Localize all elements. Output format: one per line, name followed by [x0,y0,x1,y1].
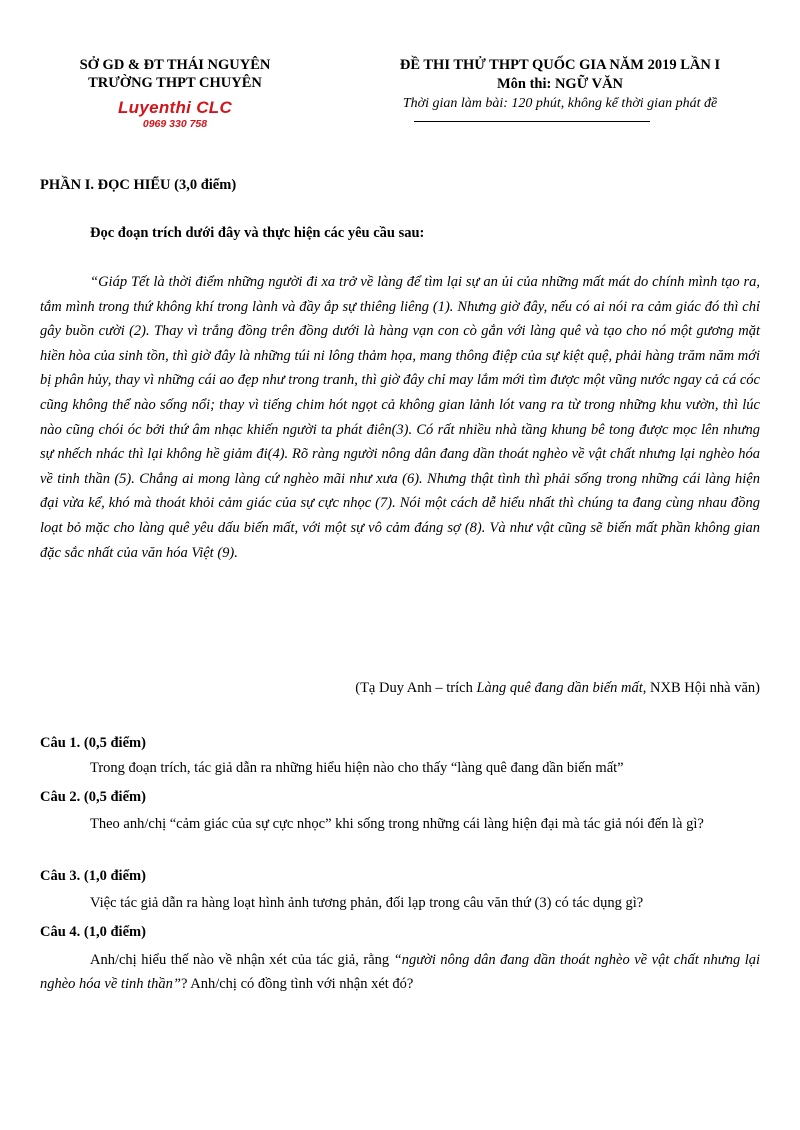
exam-time-note: Thời gian làm bài: 120 phút, không kể thời gian phát đề [402,96,718,111]
school-name: TRƯỜNG THPT CHUYÊN [88,75,262,91]
exam-subject: Môn thi: NGỮ VĂN [496,76,624,92]
watermark-logo-phone: 0969 330 758 [142,118,208,130]
question-2-title: Câu 2. (0,5 điểm) [40,789,146,805]
watermark-logo-text: Luyenthi CLC [117,98,233,117]
source-suffix: , NXB Hội nhà văn) [642,680,760,696]
part-title: PHẦN I. ĐỌC HIỂU (3,0 điểm) [40,177,237,193]
passage-source [40,680,760,697]
exam-header [350,56,770,113]
header-divider [414,121,650,122]
department-name: SỞ GD & ĐT THÁI NGUYÊN [79,57,271,73]
source-prefix: (Tạ Duy Anh – trích [355,680,477,696]
reading-passage: “Giáp Tết là thời điểm những người đi xa trở về làng để tìm lại sự an ủi của những mất mát do chính mình tạo ra, tắm mình trong thứ không khí trong lành và đầy ắp sự thiêng liêng (1). Nhưng giờ đây, nếu có ai nói ra cảm giác đó thì chỉ gây buồn cười (2). Thay vì trắng đồng trên đồng dưới là hàng vạn con cò gắn với làng quê và tạo cho nó một gương mặt hiền hòa của sinh tồn, thì giờ đây là những túi ni lông thảm họa, mang thông điệp của sự kiệt quệ, phải hàng trăm năm mới bị phân hủy, thay vì những cái ao đẹp như trong tranh, thì giờ đây chỉ may lắm mới tìm được một vũng nước ngay cả cá cóc cũng không thể nào sống nổi; thay vì tiếng chim hót ngọt cả không gian lảnh lót vang ra từ trong những khu vườn, thì lúc nào cũng chói óc bởi thứ âm nhạc khiến người ta phát điên(3). Có rất nhiều nhà tầng khung bê tong được mọc lên nhưng sự nhếch nhác thì lại không hề giảm đi(4). Rõ ràng người nông dân đang dần thoát nghèo về vật chất nhưng lại nghèo hóa về tinh thần (5). Chẳng ai mong làng cứ nghèo mãi như xưa (6). Nhưng thật tình thì phải sống trong những cái làng hiện đại vừa kể, khó mà thoát khỏi cảm giác của sự cực nhọc (7). Nói một cách dễ hiểu nhất thì chúng ta đang cùng nhau đồng loạt bỏ mặc cho làng quê yêu dấu biến mất, với một sự vô cảm đáng sợ (8). Và như vật cũng sẽ biến mất phần không gian đặc sắc nhất của văn hóa Việt (9). [40,274,760,561]
question-4-text-after: ? Anh/chị có đồng tình với nhận xét đó? [180,976,414,992]
school-header [40,56,310,130]
part-instruction: Đọc đoạn trích dưới đây và thực hiện các yêu cầu sau: [90,225,425,241]
question-4-text [40,948,760,996]
question-4-quote: “người nông dân đang dần thoát nghèo về vật chất nhưng lại nghèo hóa về tinh thần” [40,952,761,992]
question-4-title: Câu 4. (1,0 điểm) [40,924,146,940]
question-3-title: Câu 3. (1,0 điểm) [40,868,146,884]
exam-title: ĐỀ THI THỬ THPT QUỐC GIA NĂM 2019 LẦN I [399,57,721,73]
question-1-text: Trong đoạn trích, tác giả dẫn ra những hiểu hiện nào cho thấy “làng quê đang dần biến mất” [90,760,624,776]
source-title: Làng quê đang dần biến mất [476,680,643,696]
question-3-text: Việc tác giả dẫn ra hàng loạt hình ảnh tương phản, đối lạp trong câu văn thứ (3) có tác dụng gì? [90,895,644,911]
question-4-text-before: Anh/chị hiểu thế nào về nhận xét của tác giả, rằng [90,952,394,968]
question-2-text: Theo anh/chị “cảm giác của sự cực nhọc” khi sống trong những cái làng hiện đại mà tác giả nói đến là gì? [90,816,704,832]
question-1-title: Câu 1. (0,5 điểm) [40,735,146,751]
